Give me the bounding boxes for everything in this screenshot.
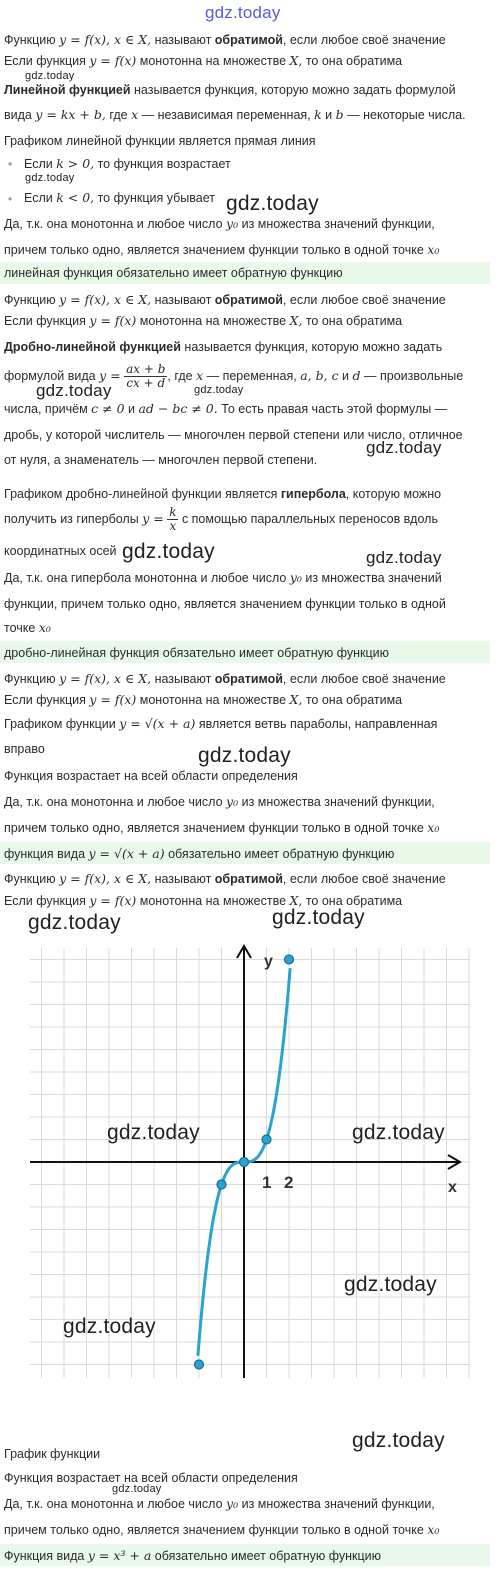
text-line: Функцию y = f(x), x ∈ X, называют обратимой, если любое своё значение <box>4 871 446 886</box>
watermark: gdz.today <box>63 1315 156 1338</box>
curve-point <box>285 955 294 964</box>
text-line: Функция возрастает на всей области определения <box>4 769 298 783</box>
watermark: gdz.today <box>366 548 442 567</box>
watermark: gdz.today <box>344 1273 437 1296</box>
text-line: График функции <box>4 1447 101 1461</box>
text-line: причем только одно, является значением функции только в одной точке x₀ <box>4 1522 440 1537</box>
watermark: gdz.today <box>25 70 75 82</box>
text-line: формулой вида y = $\frac{ax + b}{cx + d}$ , где x — переменная, a, b, c и d — произвольные <box>4 362 464 391</box>
watermark: gdz.today <box>25 172 75 184</box>
watermark: gdz.today <box>226 192 319 215</box>
conclusion-text: функция вида y = √(x + a) обязательно имеет обратную функцию <box>4 846 395 861</box>
watermark: gdz.today <box>112 1483 162 1495</box>
text-line: числа, причём c ≠ 0 и ad − bc ≠ 0. То есть правая часть этой формулы — <box>4 401 448 416</box>
text-line: получить из гиперболы y = $\frac{k}{x}$ с помощью параллельных переносов вдоль <box>4 505 438 534</box>
watermark: gdz.today <box>366 438 442 457</box>
text-line: причем только одно, является значением функции только в одной точке x₀ <box>4 242 440 257</box>
text-line: Линейной функцией называется функция, которую можно задать формулой <box>4 83 456 97</box>
text-line: Функцию y = f(x), x ∈ X, называют обратимой, если любое своё значение <box>4 292 446 307</box>
text-line: Если функция y = f(x) монотонна на множестве X, то она обратима <box>4 53 403 68</box>
conclusion-text: Функция вида y = x³ + a обязательно имеет обратную функцию <box>4 1548 382 1563</box>
watermark: gdz.today <box>36 381 112 400</box>
tick-label-1: 1 <box>262 1173 272 1192</box>
watermark: gdz.today <box>352 1121 445 1144</box>
text-line: вправо <box>4 742 45 756</box>
text-line: функции, причем только одно, является значением функции только в одной <box>4 597 446 611</box>
fraction: $\frac{ax + b}{cx + d}$ <box>126 362 166 391</box>
text-line: Да, т.к. она монотонна и любое число y₀ из множества значений функции, <box>4 1496 435 1511</box>
text-line: Да, т.к. она монотонна и любое число y₀ из множества значений функции, <box>4 216 435 231</box>
list-item: Если k > 0, то функция возрастает <box>24 156 231 171</box>
conclusion-text: линейная функция обязательно имеет обратную функцию <box>4 266 343 280</box>
watermark: gdz.today <box>107 1121 200 1144</box>
conclusion-text: дробно-линейная функция обязательно имеет обратную функцию <box>4 646 390 660</box>
text-line: Функцию y = f(x), x ∈ X, называют обратимой, если любое своё значение <box>4 32 446 47</box>
watermark: gdz.today <box>194 384 244 396</box>
text-line: Функцию y = f(x), x ∈ X, называют обратимой, если любое своё значение <box>4 671 446 686</box>
curve-point <box>240 1158 249 1167</box>
curve-point <box>217 1180 226 1189</box>
fraction: $\frac{k}{x}$ <box>169 505 177 534</box>
watermark: gdz.today <box>28 911 121 934</box>
bullet-dot: • <box>8 192 13 206</box>
text-line: координатных осей <box>4 544 117 558</box>
text-line: Если функция y = f(x) монотонна на множестве X, то она обратима <box>4 692 403 707</box>
watermark: gdz.today <box>198 744 291 767</box>
text-line: дробь, у которой числитель — многочлен первой степени или число, отличное <box>4 428 463 442</box>
text-line: точке x₀ <box>4 620 51 635</box>
text-line: Да, т.к. она монотонна и любое число y₀ из множества значений функции, <box>4 794 435 809</box>
axis-label-x: x <box>448 1179 457 1196</box>
watermark: gdz.today <box>122 540 215 563</box>
curve-point <box>195 1360 204 1369</box>
list-item: Если k < 0, то функция убывает <box>24 190 216 205</box>
tick-label-2: 2 <box>284 1173 294 1192</box>
watermark-top: gdz.today <box>205 3 281 22</box>
curve-point <box>262 1135 271 1144</box>
axis-label-y: y <box>264 953 273 970</box>
text-line: Графиком функции y = √(x + a) является ветвь параболы, направленная <box>4 716 438 731</box>
text-line: причем только одно, является значением функции только в одной точке x₀ <box>4 820 440 835</box>
text-line: Если функция y = f(x) монотонна на множестве X, то она обратима <box>4 893 403 908</box>
text-line: Если функция y = f(x) монотонна на множестве X, то она обратима <box>4 313 403 328</box>
watermark: gdz.today <box>352 1429 445 1452</box>
text-line: Графиком линейной функции является прямая линия <box>4 134 316 148</box>
text-line: Функция возрастает на всей области определения <box>4 1471 298 1485</box>
text-line: вида y = kx + b, где x — независимая переменная, k и b — некоторые числа. <box>4 107 466 122</box>
bullet-dot: • <box>8 157 13 171</box>
watermark: gdz.today <box>272 906 365 929</box>
text-line: от нуля, а знаменатель — многочлен первой степени. <box>4 453 318 467</box>
text-line: Да, т.к. она гипербола монотонна и любое число y₀ из множества значений <box>4 570 442 585</box>
text-line: Дробно-линейной функцией называется функция, которую можно задать <box>4 340 443 354</box>
text-line: Графиком дробно-линейной функции является гипербола, которую можно <box>4 487 442 501</box>
